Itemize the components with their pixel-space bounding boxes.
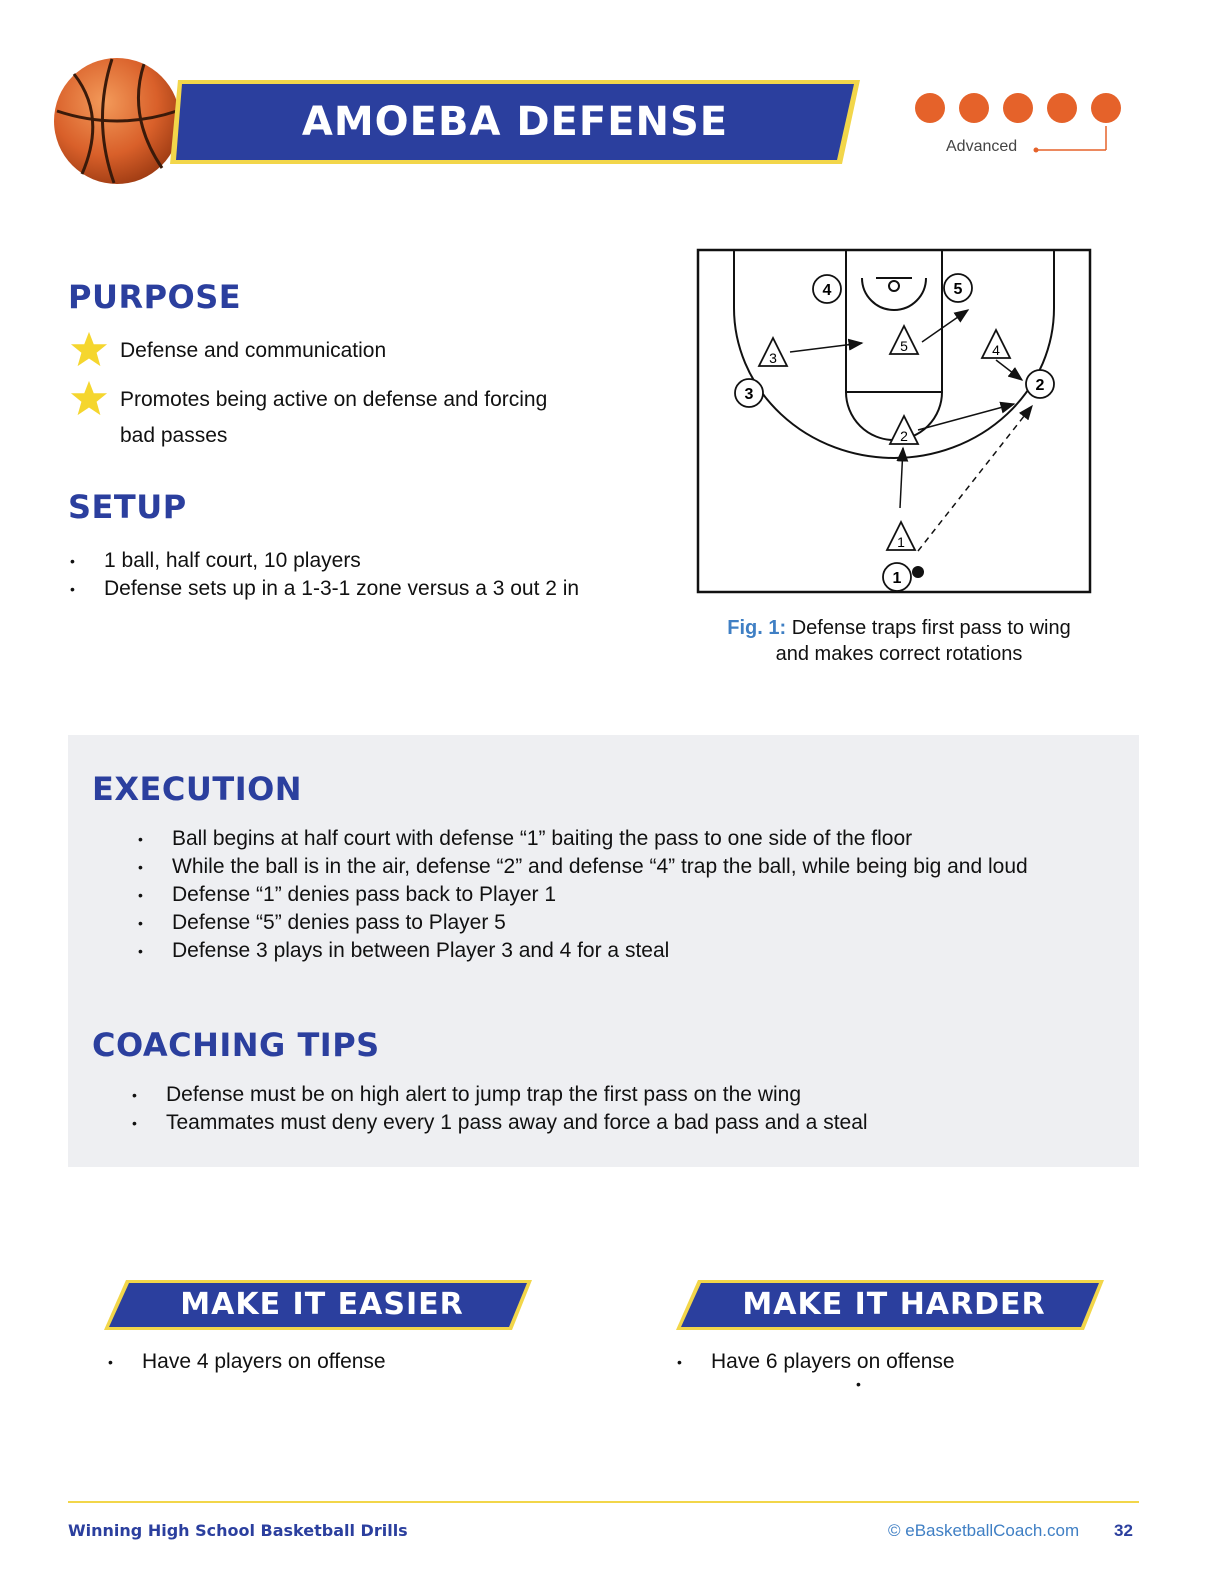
figure-label: Fig. 1: bbox=[727, 617, 787, 639]
svg-text:3: 3 bbox=[769, 350, 777, 366]
easier-heading: MAKE IT EASIER bbox=[180, 1287, 464, 1322]
difficulty-label: Advanced bbox=[946, 138, 1018, 155]
coaching-tips-heading: COACHING TIPS bbox=[92, 1026, 380, 1064]
difficulty-dot-5 bbox=[1091, 93, 1121, 123]
svg-text:2: 2 bbox=[900, 428, 908, 444]
basketball-icon bbox=[52, 56, 182, 186]
footer-divider bbox=[68, 1501, 1139, 1503]
execution-list bbox=[138, 825, 1028, 965]
svg-text:1: 1 bbox=[897, 534, 905, 550]
list-item: • Teammates must deny every 1 pass away and force a bad pass and a steal bbox=[132, 1111, 868, 1134]
offense-1 bbox=[883, 563, 911, 591]
list-item: • Defense “5” denies pass to Player 5 bbox=[138, 911, 506, 934]
difficulty-dots bbox=[912, 92, 1124, 156]
purpose-heading: PURPOSE bbox=[68, 278, 242, 316]
svg-text:5: 5 bbox=[900, 338, 908, 354]
execution-heading: EXECUTION bbox=[92, 770, 303, 808]
ball-marker bbox=[912, 566, 924, 578]
list-item: • Defense 3 plays in between Player 3 and 4 for a steal bbox=[138, 939, 670, 962]
list-item: • Have 4 players on offense bbox=[108, 1350, 386, 1373]
svg-text:3: 3 bbox=[744, 386, 754, 403]
difficulty-dot-2 bbox=[959, 93, 989, 123]
list-item: • Have 6 players on offense bbox=[677, 1350, 955, 1373]
svg-text:4: 4 bbox=[992, 342, 1000, 358]
list-item: • Defense sets up in a 1-3-1 zone versus a 3 out 2 in bbox=[70, 577, 580, 600]
offense-3 bbox=[735, 379, 763, 407]
star-icon bbox=[70, 330, 108, 368]
harder-list bbox=[677, 1348, 955, 1376]
figure-caption: Fig. 1: Defense traps first pass to wing and makes correct rotations bbox=[727, 617, 1071, 665]
list-item: • While the ball is in the air, defense “2” and defense “4” trap the ball, while being big and loud bbox=[138, 855, 1028, 878]
setup-list bbox=[70, 547, 580, 603]
easier-list bbox=[108, 1348, 386, 1376]
svg-text:4: 4 bbox=[822, 282, 832, 299]
svg-text:1: 1 bbox=[892, 570, 902, 587]
purpose-item-2-line2: bad passes bbox=[120, 424, 228, 447]
list-item: • 1 ball, half court, 10 players bbox=[70, 549, 361, 572]
purpose-item-2-line1: Promotes being active on defense and forcing bbox=[120, 388, 548, 411]
footer-book-title: Winning High School Basketball Drills bbox=[68, 1521, 408, 1540]
star-icon bbox=[70, 379, 108, 417]
svg-text:2: 2 bbox=[1035, 377, 1045, 394]
footer-copyright[interactable]: © eBasketballCoach.com bbox=[888, 1521, 1080, 1540]
difficulty-dot-4 bbox=[1047, 93, 1077, 123]
svg-text:5: 5 bbox=[953, 281, 963, 298]
difficulty-dot-1 bbox=[915, 93, 945, 123]
court-diagram bbox=[696, 248, 1094, 596]
page-title: AMOEBA DEFENSE bbox=[301, 99, 729, 145]
list-item: • Defense must be on high alert to jump trap the first pass on the wing bbox=[132, 1083, 802, 1106]
offense-2 bbox=[1026, 370, 1054, 398]
harder-heading: MAKE IT HARDER bbox=[742, 1287, 1046, 1322]
list-item: • Ball begins at half court with defense “1” baiting the pass to one side of the floor bbox=[138, 827, 913, 850]
difficulty-dot-3 bbox=[1003, 93, 1033, 123]
purpose-item-1: Defense and communication bbox=[120, 339, 387, 362]
page-number: 32 bbox=[1114, 1521, 1133, 1540]
coaching-tips-list bbox=[132, 1081, 868, 1137]
list-item: • Defense “1” denies pass back to Player 1 bbox=[138, 883, 557, 906]
stray-bullet: • bbox=[856, 1376, 861, 1392]
offense-4 bbox=[813, 275, 841, 303]
setup-heading: SETUP bbox=[68, 488, 187, 526]
offense-5 bbox=[944, 274, 972, 302]
